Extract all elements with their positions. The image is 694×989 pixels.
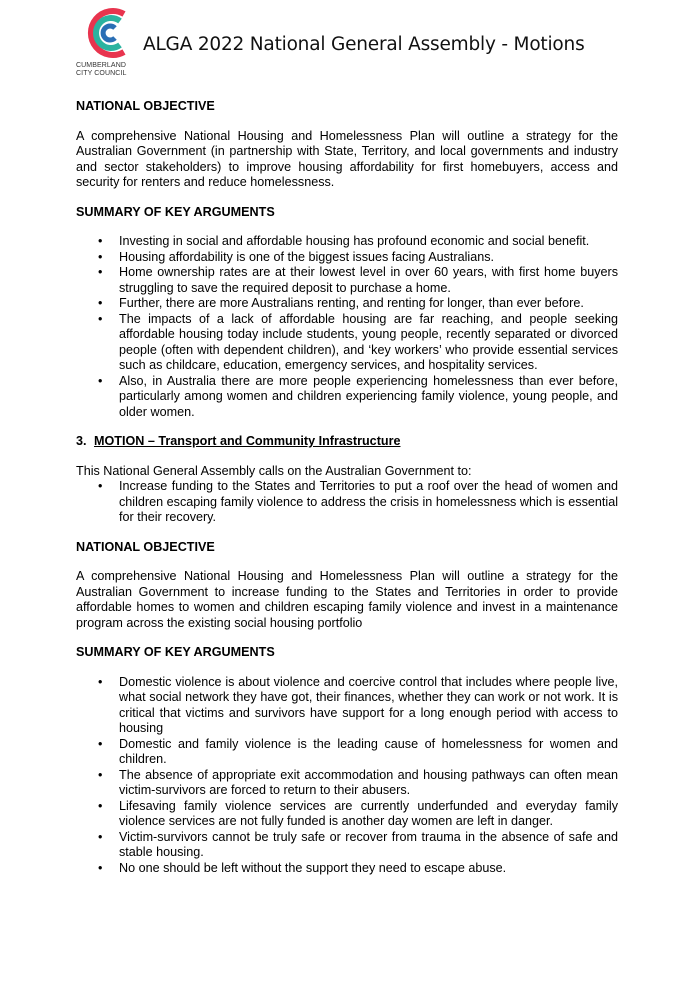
list-item: • Further, there are more Australians renting, and renting for longer, than ever before. xyxy=(76,296,618,312)
council-logo xyxy=(76,6,136,80)
key-arguments-heading-2: SUMMARY OF KEY ARGUMENTS xyxy=(76,645,275,659)
list-item: • The impacts of a lack of affordable housing are far reaching, and people seeking affordable housing today include students, young people, recently separated or divorced people (often with dependent children), and ‘key workers’ who provide essential services such as childcare, education, emergency services, and hospitality services. xyxy=(76,312,618,374)
national-objective-heading-2: NATIONAL OBJECTIVE xyxy=(76,539,215,554)
national-objective-heading-1: NATIONAL OBJECTIVE xyxy=(76,99,215,113)
list-item: • Home ownership rates are at their lowest level in over 60 years, with first home buyers struggling to save the required deposit to purchase a home. xyxy=(76,265,618,296)
council-logo-icon xyxy=(80,6,132,60)
list-item: • Also, in Australia there are more people experiencing homelessness than ever before, particularly among women and children experiencing family violence, young people, and older women. xyxy=(76,374,618,421)
motion-items-list xyxy=(76,479,618,526)
national-objective-text-1: A comprehensive National Housing and Homelessness Plan will outline a strategy for the Australian Government (in partnership with State, Territory, and local governments and industry and sector stakeholders) to improve housing affordability for first homebuyers, access and security for renters and reduce homelessness. xyxy=(76,128,618,189)
list-item: • No one should be left without the support they need to escape abuse. xyxy=(76,861,618,877)
key-arguments-list-1 xyxy=(76,234,618,420)
document-body xyxy=(76,99,618,876)
national-objective-text-2: A comprehensive National Housing and Homelessness Plan will outline a strategy for the Australian Government to increase funding to the States and Territories in order to provide affordable homes to women and children escaping family violence and invest in a maintenance program across the existing social housing portfolio xyxy=(76,569,618,630)
key-arguments-heading-1: SUMMARY OF KEY ARGUMENTS xyxy=(76,204,275,219)
motion-number: 3. xyxy=(76,434,87,448)
motion-heading xyxy=(76,434,618,450)
motion-title: MOTION – Transport and Community Infrastructure xyxy=(94,434,401,448)
list-item: • Lifesaving family violence services are currently underfunded and everyday family violence services are not fully funded is another day women are left in danger. xyxy=(76,799,618,830)
motion-intro: This National General Assembly calls on the Australian Government to: xyxy=(76,463,472,478)
list-item: • Increase funding to the States and Territories to put a roof over the head of women and children escaping family violence to address the crisis in homelessness which is essential for their recovery. xyxy=(76,479,618,526)
list-item: • The absence of appropriate exit accommodation and housing pathways can often mean victim-survivors are forced to return to their abusers. xyxy=(76,768,618,799)
logo-wordmark xyxy=(76,62,126,78)
key-arguments-list-2 xyxy=(76,675,618,877)
list-item: • Investing in social and affordable housing has profound economic and social benefit. xyxy=(76,234,618,250)
list-item: • Victim-survivors cannot be truly safe or recover from trauma in the absence of safe and stable housing. xyxy=(76,830,618,861)
page-title: ALGA 2022 National General Assembly - Motions xyxy=(143,34,585,55)
list-item: • Domestic violence is about violence and coercive control that includes where people live, what social network they have got, their finances, whether they can work or not work. It is critical that victims and survivors have support for a long enough period with access to housing xyxy=(76,675,618,737)
list-item: • Domestic and family violence is the leading cause of homelessness for women and children. xyxy=(76,737,618,768)
logo-line2: CITY COUNCIL xyxy=(76,70,127,77)
list-item: • Housing affordability is one of the biggest issues facing Australians. xyxy=(76,250,618,266)
logo-line1: CUMBERLAND xyxy=(76,62,127,69)
